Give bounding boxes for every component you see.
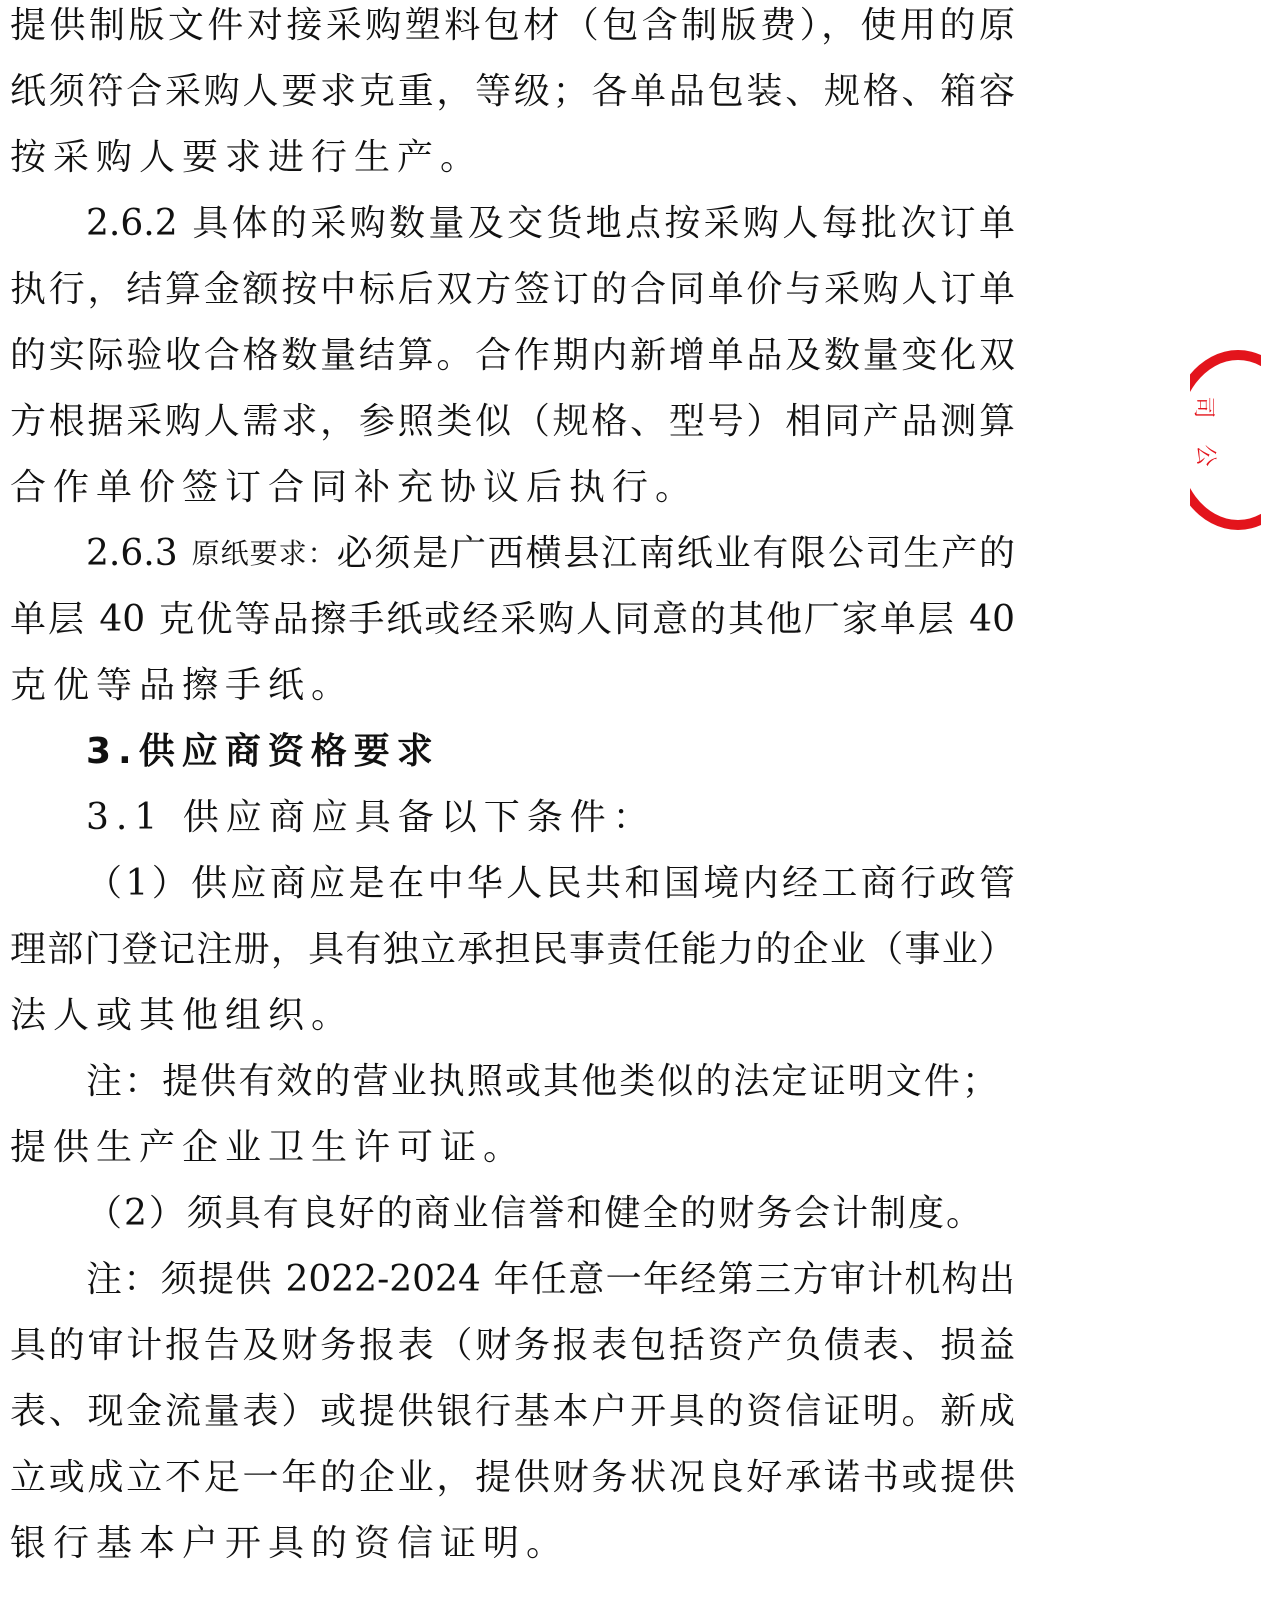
seal-char: 公 [1192,444,1218,467]
paragraph-line: 克优等品擦手纸。 [10,665,355,706]
paragraph-line: 单层 40 克优等品擦手纸或经采购人同意的其他厂家单层 40 [10,599,1015,640]
note-2: 注：须提供 2022-2024 年任意一年经第三方审计机构出 [86,1259,1015,1300]
paragraph-line: 具的审计报告及财务报表（财务报表包括资产负债表、损益 [10,1325,1015,1366]
paragraph-line: 提供制版文件对接采购塑料包材（包含制版费），使用的原 [10,5,1015,46]
section-heading: 3.供应商资格要求 [86,731,440,772]
clause-number: 2.6.3 [86,533,178,574]
paragraph-line: 提供生产企业卫生许可证。 [10,1127,527,1168]
condition-2: （2）须具有良好的商业信誉和健全的财务会计制度。 [86,1193,982,1234]
clause-label: 原纸要求： [191,537,337,570]
subsection-heading: 3.1 供应商应具备以下条件： [86,797,656,838]
paragraph-line: 按采购人要求进行生产。 [10,137,484,178]
paragraph-line: 方根据采购人需求，参照类似（规格、型号）相同产品测算 [10,401,1015,442]
official-seal [1190,340,1261,540]
clause-2-6-3 [86,532,1015,576]
paragraph-line: 表、现金流量表）或提供银行基本户开具的资信证明。新成 [10,1391,1015,1432]
paragraph-line: 立或成立不足一年的企业，提供财务状况良好承诺书或提供 [10,1457,1015,1498]
clause-2-6-2: 2.6.2 具体的采购数量及交货地点按采购人每批次订单 [86,203,1015,244]
paragraph-line: 合作单价签订合同补充协议后执行。 [10,467,699,508]
paragraph-line: 的实际验收合格数量结算。合作期内新增单品及数量变化双 [10,335,1015,376]
note-1: 注：提供有效的营业执照或其他类似的法定证明文件； [86,1061,998,1102]
paragraph-line: 理部门登记注册，具有独立承担民事责任能力的企业（事业） [10,929,1015,970]
condition-1: （1）供应商应是在中华人民共和国境内经工商行政管 [86,863,1015,904]
paragraph-line: 纸须符合采购人要求克重，等级；各单品包装、规格、箱容 [10,71,1015,112]
seal-ring [1190,350,1261,530]
paragraph-line: 银行基本户开具的资信证明。 [10,1523,570,1564]
paragraph-line: 执行，结算金额按中标后双方签订的合同单价与采购人订单 [10,269,1015,310]
paragraph-line: 法人或其他组织。 [10,995,355,1036]
seal-char: 司 [1190,396,1216,419]
clause-text: 必须是广西横县江南纸业有限公司生产的 [336,533,1015,574]
